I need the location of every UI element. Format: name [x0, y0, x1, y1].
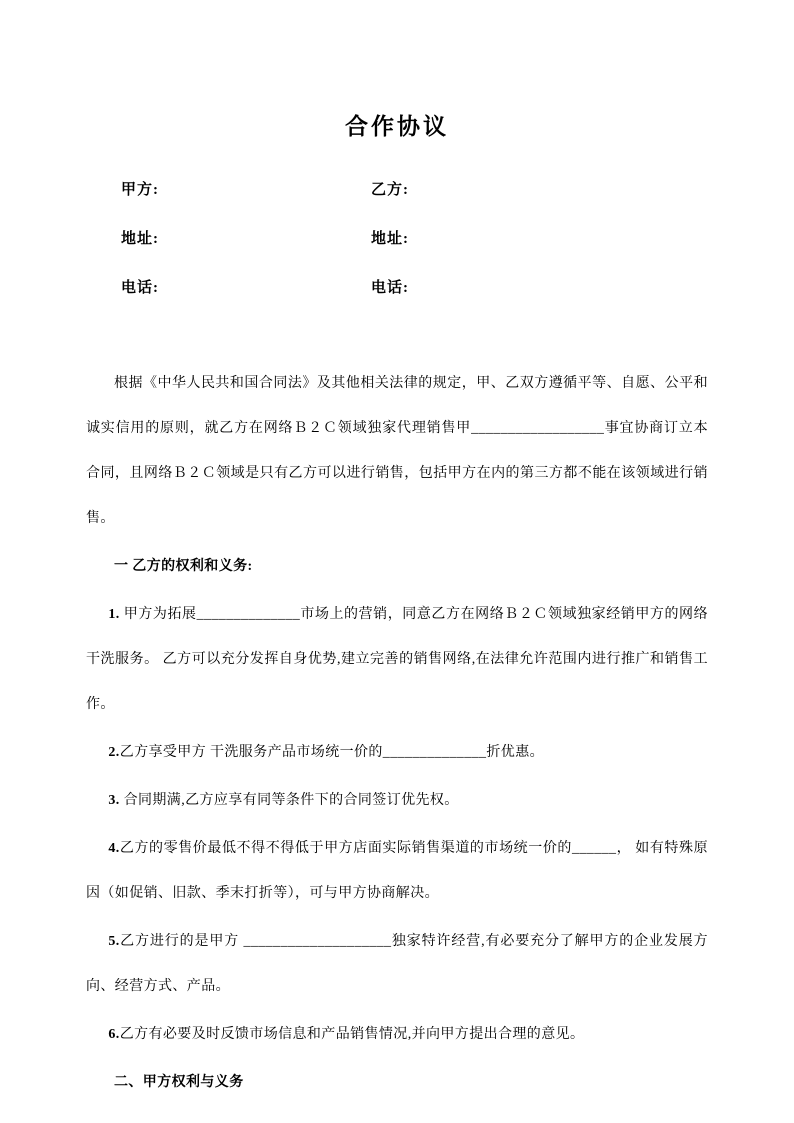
contract-item-5 [86, 919, 708, 1009]
item-number: 3. [108, 793, 120, 808]
intro-paragraph: 根据《中华人民共和国合同法》及其他相关法律的规定，甲、乙双方遵循平等、自愿、公平和诚实信用的原则，就乙方在网络Ｂ２Ｃ领域独家代理销售甲__________________事宜协商订立本合同，且网络Ｂ２Ｃ领域是只有乙方可以进行销售，包括甲方在内的第三方都不能在该领域进行销售。 [86, 376, 708, 526]
item-number: 2. [108, 745, 120, 760]
address-b-label: 地址: [371, 231, 409, 247]
address-row [121, 213, 708, 262]
contract-item-6 [86, 1012, 708, 1057]
contract-item-1 [86, 592, 708, 727]
contract-body [86, 361, 708, 1105]
section2-heading: 二、甲方权利与义务 [114, 1075, 244, 1090]
item-text: 甲方为拓展______________市场上的营销，同意乙方在网络Ｂ２Ｃ领域独家经销甲方的网络干洗服务。 乙方可以充分发挥自身优势,建立完善的销售网络,在法律允许范围内进行推广和销售工作。 [86, 607, 708, 712]
party-a-label: 甲方: [121, 182, 159, 198]
phone-row [121, 262, 708, 311]
item-number: 5. [108, 934, 120, 949]
contract-item-4 [86, 826, 708, 916]
item-number: 4. [108, 841, 120, 856]
item-text: 合同期满,乙方应享有同等条件下的合同签订优先权。 [119, 793, 459, 808]
item-text: 乙方有必要及时反馈市场信息和产品销售情况,并向甲方提出合理的意见。 [119, 1027, 585, 1042]
contract-item-2 [86, 730, 708, 775]
item-text: 乙方的零售价最低不得不得低于甲方店面实际销售渠道的市场统一价的______， 如有特殊原因（如促销、旧款、季末打折等），可与甲方协商解决。 [86, 841, 708, 901]
item-text: 乙方享受甲方 干洗服务产品市场统一价的______________折优惠。 [119, 745, 545, 760]
item-number: 1. [108, 607, 120, 622]
address-a-label: 地址: [121, 231, 159, 247]
item-number: 6. [108, 1027, 120, 1042]
phone-a-label: 电话: [121, 280, 159, 296]
party-b-label: 乙方: [371, 182, 409, 198]
page-title: 合作协议 [345, 113, 449, 139]
item-text: 乙方进行的是甲方 ____________________独家特许经营,有必要充分了解甲方的企业发展方向、经营方式、产品。 [86, 934, 708, 994]
parties-block [86, 164, 708, 311]
section1-heading: 一 乙方的权利和义务: [114, 559, 253, 574]
party-row [121, 164, 708, 213]
contract-item-3 [86, 778, 708, 823]
phone-b-label: 电话: [371, 280, 409, 296]
